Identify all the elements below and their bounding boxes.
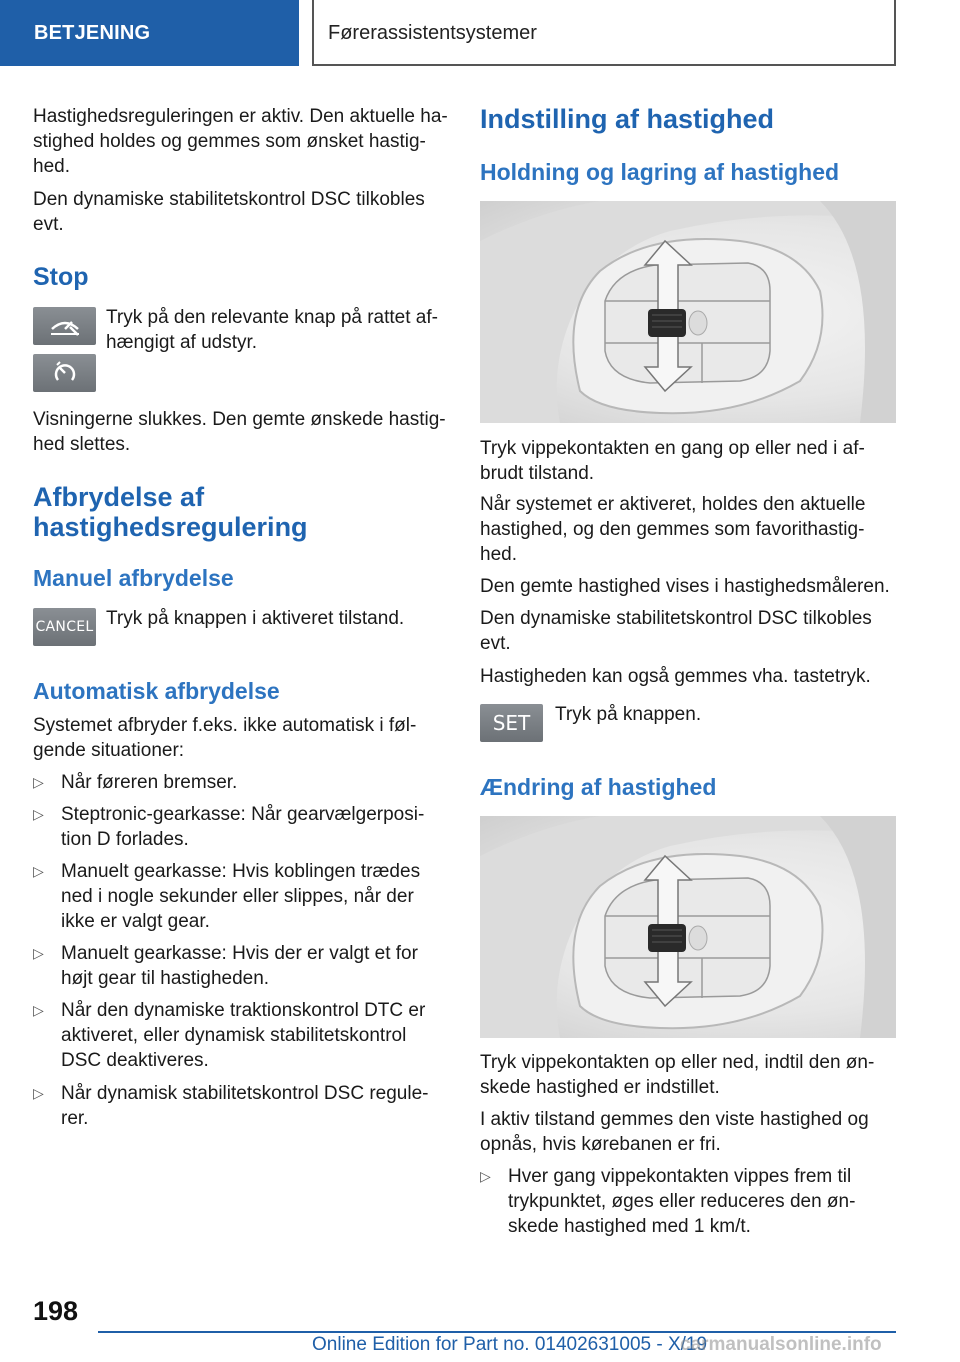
auto-interrupt-heading: Automatisk afbrydelse [33,678,280,704]
edition-text: Online Edition for Part no. 01402631005 - X/19 [312,1334,708,1355]
cruise-control-button [33,307,96,345]
hold-paragraph-2: Når systemet er aktiveret, holdes den aktuelle hastighed, og den gemmes som favorithastig-hed. [480,494,866,565]
change-heading: Ændring af hastighed [480,774,717,800]
hold-paragraph-5: Hastigheden kan også gemmes vha. tastetryk. [480,666,871,687]
hold-paragraph-1: Tryk vippekontakten en gang op eller ned i af-brudt tilstand. [480,438,865,484]
chapter-header [312,0,896,66]
set-button [480,704,543,742]
steering-wheel-rocker-illustration [480,816,896,1038]
intro-paragraph-2: Den dynamiske stabilitetskontrol DSC tilkobles evt. [33,189,425,235]
hold-paragraph-3: Den gemte hastighed vises i hastighedsmåleren. [480,576,890,597]
steering-wheel-photo-2 [480,816,896,1038]
bullet-triangle-icon: ▷ [33,806,44,822]
bullet-triangle-icon: ▷ [33,945,44,961]
intro-paragraph-1: Hastighedsreguleringen er aktiv. Den aktuelle ha-stighed holdes og gemmes som ønsket hastig-hed. [33,106,448,177]
hold-heading: Holdning og lagring af hastighed [480,159,840,185]
chapter-title: Førerassistentsystemer [328,22,537,44]
watermark: carmanualsonline.info [680,1334,882,1355]
stop-result: Visningerne slukkes. Den gemte ønskede hastig-hed slettes. [33,409,446,455]
footer-rule [98,1331,896,1333]
cancel-button-label: CANCEL [35,619,94,635]
steering-wheel-rocker-illustration [480,201,896,423]
bullet-triangle-icon: ▷ [33,863,44,879]
section-tab [0,0,299,66]
section-title: BETJENING [34,22,151,44]
page-number: 198 [33,1296,79,1326]
change-paragraph-2: I aktiv tilstand gemmes den viste hastighed og opnås, hvis kørebanen er fri. [480,1109,869,1155]
main-heading: Indstilling af hastighed [480,104,775,134]
steering-wheel-photo [480,201,896,423]
auto-intro: Systemet afbryder f.eks. ikke automatisk i føl-gende situationer: [33,715,417,761]
stop-heading: Stop [33,263,89,291]
bullet-triangle-icon: ▷ [33,1085,44,1101]
cancel-button [33,608,96,646]
manual-interrupt-heading: Manuel afbrydelse [33,565,234,591]
cruise-control-icon [48,315,82,337]
bullet-triangle-icon: ▷ [33,774,44,790]
interrupt-heading: Afbrydelse af hastighedsregulering [33,482,308,542]
stop-instruction: Tryk på den relevante knap på rattet af-hængigt af udstyr. [106,307,438,353]
speedometer-icon [52,360,78,386]
set-instruction: Tryk på knappen. [555,704,702,725]
bullet-triangle-icon: ▷ [33,1002,44,1018]
change-paragraph-1: Tryk vippekontakten op eller ned, indtil den øn-skede hastighed er indstillet. [480,1052,875,1098]
speed-limiter-button [33,354,96,392]
bullet-triangle-icon: ▷ [480,1168,491,1184]
hold-paragraph-4: Den dynamiske stabilitetskontrol DSC tilkobles evt. [480,608,872,654]
set-button-label: SET [492,711,531,735]
manual-instruction: Tryk på knappen i aktiveret tilstand. [106,608,405,629]
